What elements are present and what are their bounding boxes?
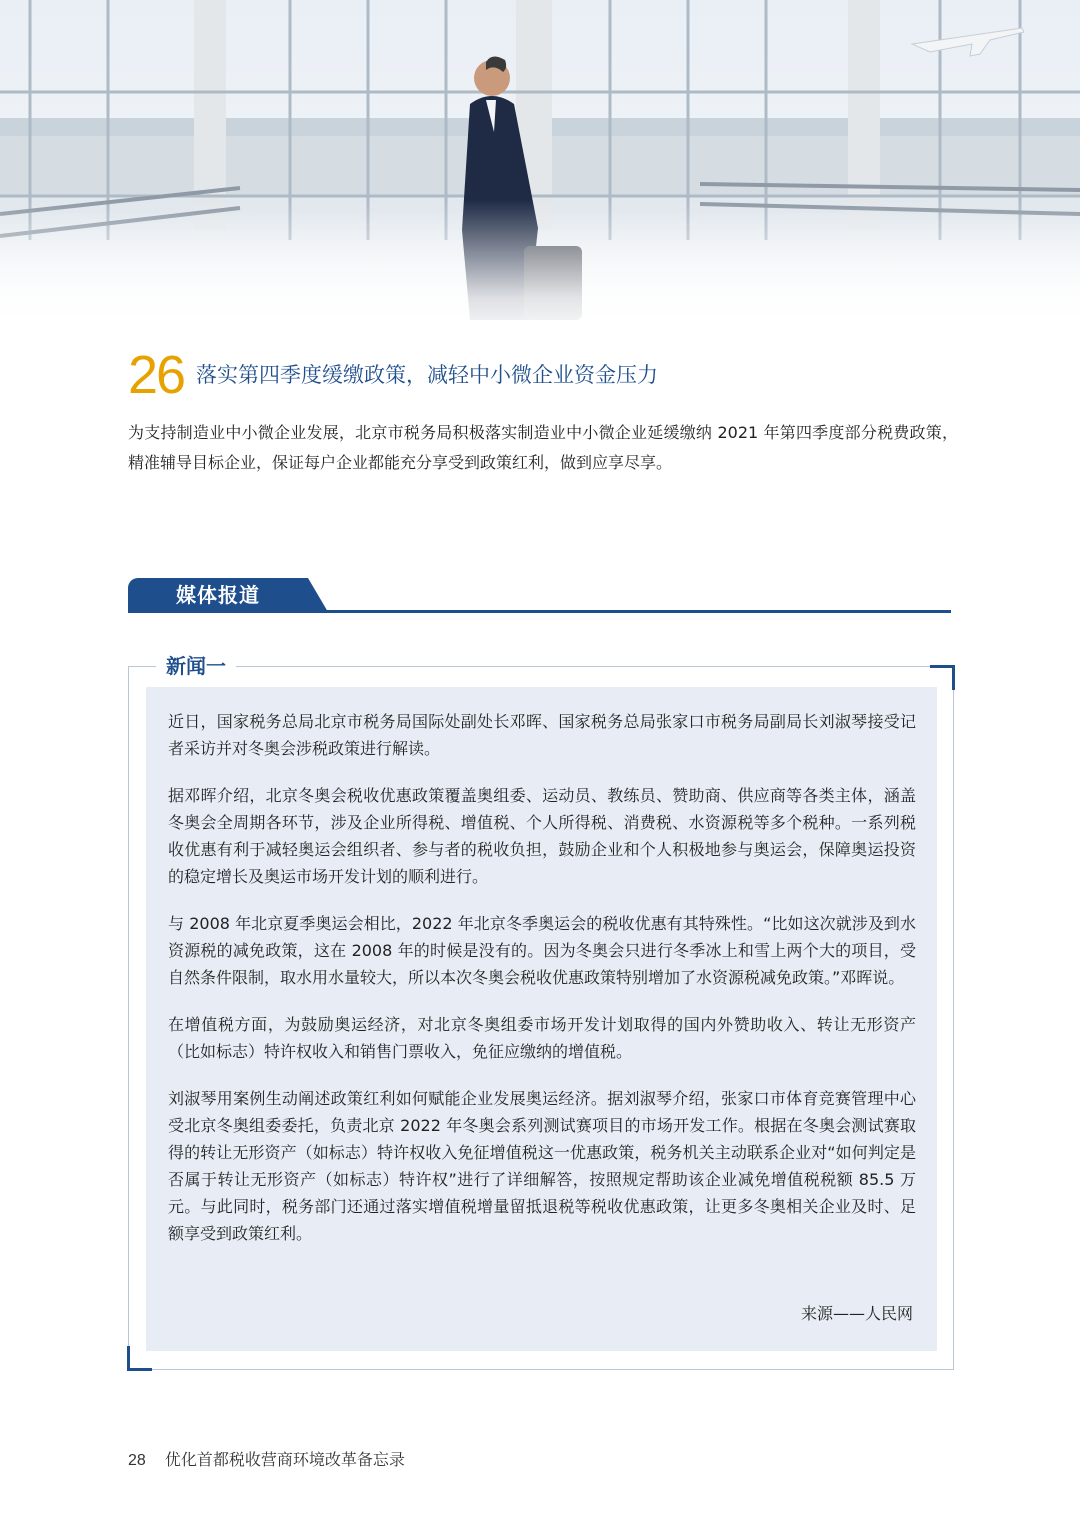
- media-section-tab: [128, 578, 308, 612]
- page-number: 28: [128, 1452, 146, 1469]
- media-section-rule: [128, 610, 951, 613]
- news-body: [168, 708, 916, 1267]
- news-paragraph-1: 近日，国家税务总局北京市税务局国际处副处长邓晖、国家税务总局张家口市税务局副局长刘淑琴接受记者采访并对冬奥会涉税政策进行解读。: [168, 712, 916, 758]
- item-title: 落实第四季度缓缴政策，减轻中小微企业资金压力: [196, 363, 658, 387]
- news-source: 来源——人民网: [800, 1304, 913, 1323]
- page-footer: [128, 1447, 405, 1474]
- news-paragraph-3: 与 2008 年北京夏季奥运会相比，2022 年北京冬季奥运会的税收优惠有其特殊性。“比如这次就涉及到水资源税的减免政策，这在 2008 年的时候是没有的。因为冬奥会只进行冬季冰上和雪上两个大的项目，受自然条件限制，取水用水量较大，所以本次冬奥会税收优惠政策特别增加了水资源税减免政策。”邓晖说。: [168, 914, 916, 987]
- hero-photo: [0, 0, 1080, 340]
- news-paragraph-5: 刘淑琴用案例生动阐述政策红利如何赋能企业发展奥运经济。据刘淑琴介绍，张家口市体育竞赛管理中心受北京冬奥组委委托，负责北京 2022 年冬奥会系列测试赛项目的市场开发工作。根据在冬奥会测试赛取得的转让无形资产（如标志）特许权收入免征增值税这一优惠政策，税务机关主动联系企业对“如何判定是否属于转让无形资产（如标志）特许权”进行了详细解答，按照规定帮助该企业减免增值税税额 85.5 万元。与此同时，税务部门还通过落实增值税增量留抵退税等税收优惠政策，让更多冬奥相关企业及时、足额享受到政策红利。: [168, 1089, 916, 1243]
- news-paragraph-4: 在增值税方面，为鼓励奥运经济，对北京冬奥组委市场开发计划取得的国内外赞助收入、转让无形资产（比如标志）特许权收入和销售门票收入，免征应缴纳的增值税。: [168, 1015, 916, 1061]
- news-paragraph-2: 据邓晖介绍，北京冬奥会税收优惠政策覆盖奥组委、运动员、教练员、赞助商、供应商等各类主体，涵盖冬奥会全周期各环节，涉及企业所得税、增值税、个人所得税、消费税、水资源税等多个税种。一系列税收优惠有利于减轻奥运会组织者、参与者的税收负担，鼓励企业和个人积极地参与奥运会，保障奥运投资的稳定增长及奥运市场开发计划的顺利进行。: [168, 786, 916, 886]
- item-intro-paragraph: 为支持制造业中小微企业发展，北京市税务局积极落实制造业中小微企业延缓缴纳 2021 年第四季度部分税费政策，精准辅导目标企业，保证每户企业都能充分享受到政策红利，做到应享尽享。: [128, 423, 958, 472]
- media-section-label: 媒体报道: [176, 583, 260, 607]
- hero-fade-overlay: [0, 200, 1080, 340]
- item-number: 26: [128, 345, 185, 405]
- news-label: 新闻一: [156, 652, 236, 680]
- document-title: 优化首都税收营商环境改革备忘录: [164, 1450, 405, 1469]
